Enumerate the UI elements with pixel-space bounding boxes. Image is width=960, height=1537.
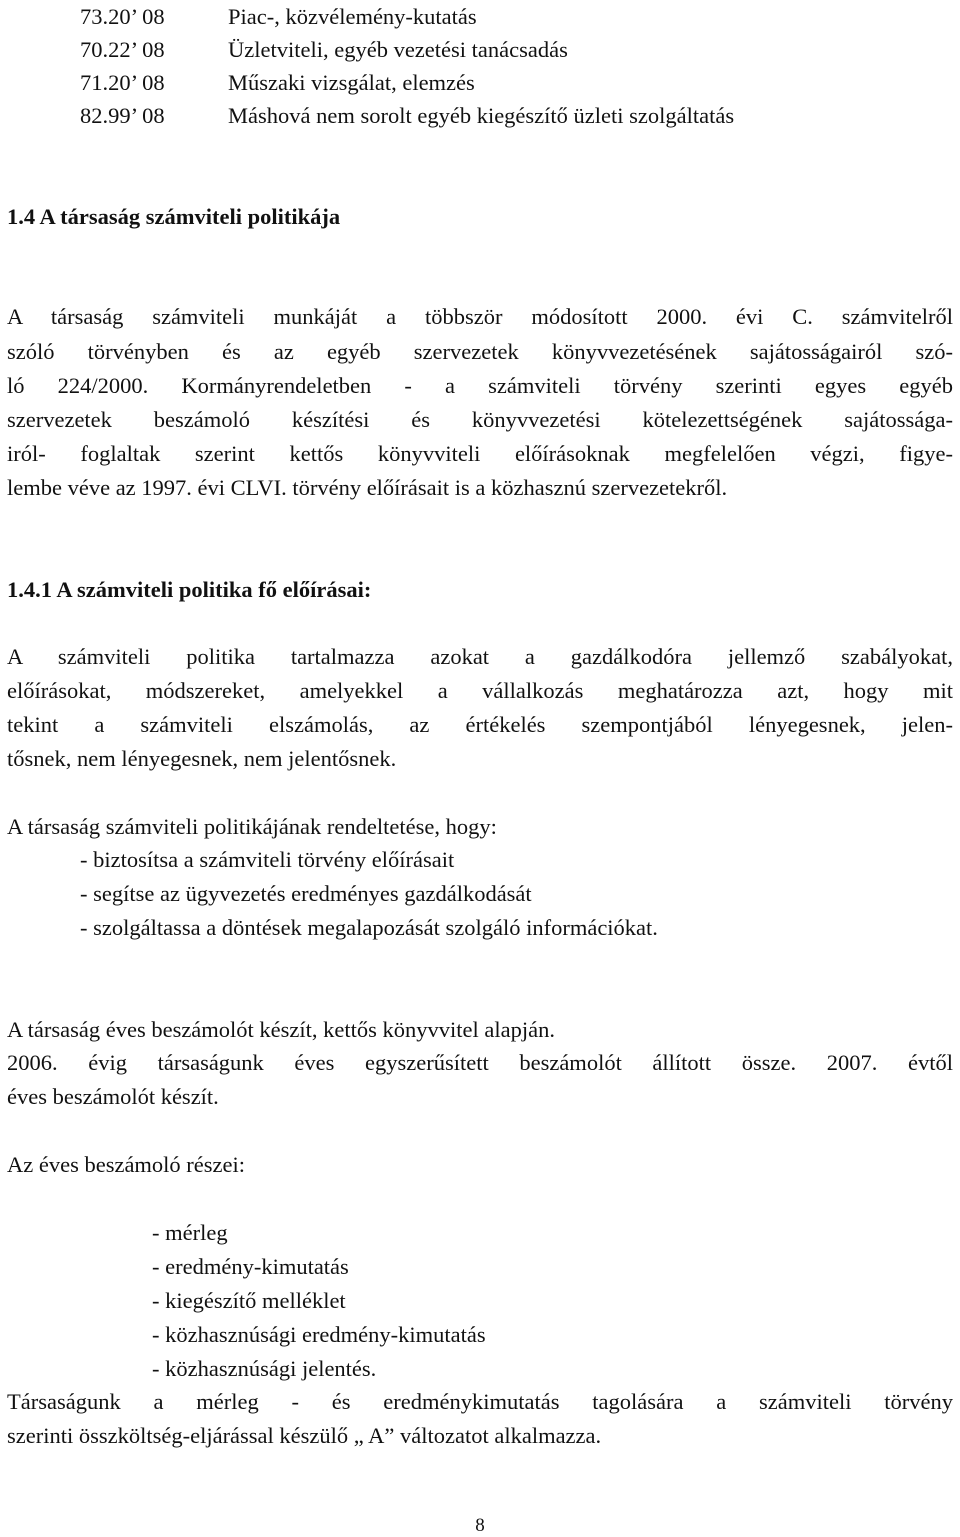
section-heading: 1.4 A társaság számviteli politikája [7, 204, 341, 229]
list-item: - közhasznúsági jelentés. [152, 1356, 377, 1381]
paragraph-line: szóló törvényben és az egyéb szervezetek könyvvezetésének sajátosságairól szó- [7, 339, 953, 364]
paragraph-line: lembe véve az 1997. évi CLVI. törvény előírásait is a közhasznú szervezetekről. [7, 475, 728, 500]
paragraph-line: tősnek, nem lényegesnek, nem jelentősnek. [7, 746, 397, 771]
paragraph-line: A számviteli politika tartalmazza azokat a gazdálkodóra jellemző szabályokat, [7, 644, 953, 669]
paragraph-line: előírásokat, módszereket, amelyekkel a vállalkozás meghatározza azt, hogy mit [7, 678, 953, 703]
paragraph-line: ló 224/2000. Kormányrendeletben - a számviteli törvény szerinti egyes egyéb [7, 373, 953, 398]
paragraph-line: éves beszámolót készít. [7, 1084, 219, 1109]
paragraph-line: A társaság számviteli munkáját a többször módosított 2000. évi C. számvitelről [7, 304, 953, 329]
list-item: - biztosítsa a számviteli törvény előírásait [80, 847, 455, 872]
activity-code: 73.20’ 08 [80, 4, 165, 29]
activity-name: Máshová nem sorolt egyéb kiegészítő üzleti szolgáltatás [228, 103, 735, 128]
list-item: - eredmény-kimutatás [152, 1254, 349, 1279]
paragraph-line: A társaság éves beszámolót készít, kettős könyvvitel alapján. [7, 1017, 555, 1042]
list-item: - közhasznúsági eredmény-kimutatás [152, 1322, 486, 1347]
activity-name: Műszaki vizsgálat, elemzés [228, 70, 475, 95]
purpose-intro: A társaság számviteli politikájának rendeltetése, hogy: [7, 814, 497, 839]
paragraph-line: szerinti összköltség-eljárással készülő „ A” változatot alkalmazza. [7, 1423, 602, 1448]
paragraph-line: szervezetek beszámoló készítési és könyvvezetési kötelezettségének sajátossága- [7, 407, 953, 432]
page-number: 8 [475, 1515, 485, 1536]
activity-name: Piac-, közvélemény-kutatás [228, 4, 477, 29]
activity-name: Üzletviteli, egyéb vezetési tanácsadás [228, 37, 568, 62]
list-item: - szolgáltassa a döntések megalapozását szolgáló információkat. [80, 915, 658, 940]
paragraph-line: tekint a számviteli elszámolás, az értékelés szempontjából lényegesnek, jelen- [7, 712, 953, 737]
paragraph-line: Társaságunk a mérleg - és eredménykimutatás tagolására a számviteli törvény [7, 1389, 953, 1414]
paragraph-line: 2006. évig társaságunk éves egyszerűsített beszámolót állított össze. 2007. évtől [7, 1050, 953, 1075]
subsection-heading: 1.4.1 A számviteli politika fő előírásai: [7, 577, 372, 602]
activity-code: 70.22’ 08 [80, 37, 165, 62]
list-item: - segítse az ügyvezetés eredményes gazdálkodását [80, 881, 532, 906]
list-item: - kiegészítő melléklet [152, 1288, 346, 1313]
list-item: - mérleg [152, 1220, 228, 1245]
activity-code: 71.20’ 08 [80, 70, 165, 95]
activity-code: 82.99’ 08 [80, 103, 165, 128]
parts-intro: Az éves beszámoló részei: [7, 1152, 246, 1177]
paragraph-line: iról- foglaltak szerint kettős könyvviteli előírásoknak megfelelően végzi, figye- [7, 441, 953, 466]
